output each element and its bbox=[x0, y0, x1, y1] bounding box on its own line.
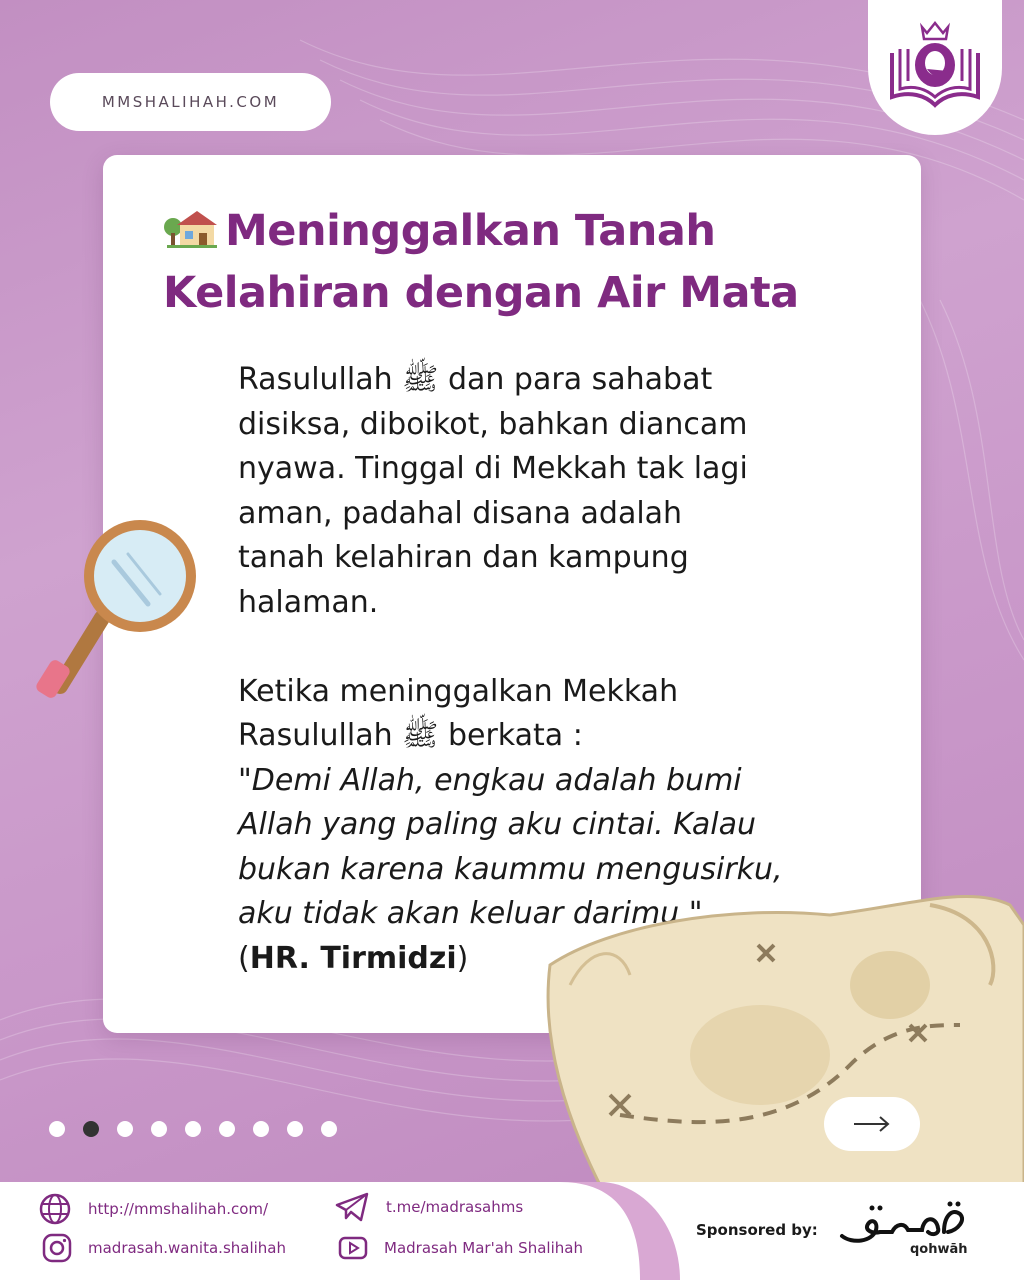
pagination-dot[interactable] bbox=[219, 1121, 235, 1137]
magnifier-illustration-icon bbox=[30, 508, 200, 718]
paragraph-2-line: Rasulullah ﷺ berkata : bbox=[238, 718, 583, 753]
hadith-quote-line: bukan karena kaummu mengusirku, bbox=[238, 851, 783, 887]
title-line-1: Meninggalkan Tanah bbox=[225, 206, 716, 256]
article-title bbox=[163, 200, 863, 324]
hadith-quote-line: Allah yang paling aku cintai. Kalau bbox=[238, 807, 756, 842]
sponsor-brand-latin: qohwāh bbox=[910, 1242, 968, 1257]
paragraph-1-line: halaman. bbox=[238, 584, 379, 620]
treasure-map-illustration-icon bbox=[530, 885, 1024, 1185]
source-close-paren: ) bbox=[456, 940, 469, 976]
telegram-text: t.me/madrasahms bbox=[386, 1198, 524, 1216]
paragraph-spacer bbox=[238, 625, 828, 670]
pagination-dot[interactable] bbox=[253, 1121, 269, 1137]
pagination-dot[interactable] bbox=[287, 1121, 303, 1137]
source-name: HR. Tirmidzi bbox=[249, 940, 457, 976]
pagination-dots bbox=[49, 1121, 337, 1137]
paragraph-1-line: Rasulullah ﷺ dan para sahabat bbox=[238, 362, 713, 397]
next-slide-button[interactable] bbox=[824, 1097, 920, 1151]
footer-website-link[interactable] bbox=[38, 1192, 268, 1226]
site-url-pill[interactable] bbox=[50, 73, 331, 131]
qohwah-logo-icon bbox=[832, 1196, 982, 1248]
brand-logo[interactable] bbox=[868, 0, 1002, 135]
sponsor-label: Sponsored by: bbox=[696, 1221, 818, 1239]
instagram-icon bbox=[42, 1233, 72, 1263]
book-crown-logo-icon bbox=[880, 13, 990, 113]
house-icon bbox=[163, 207, 219, 249]
pagination-dot[interactable] bbox=[151, 1121, 167, 1137]
globe-icon bbox=[38, 1192, 72, 1226]
youtube-text: Madrasah Mar'ah Shalihah bbox=[384, 1239, 583, 1257]
telegram-icon bbox=[334, 1191, 370, 1223]
source-open-paren: ( bbox=[238, 940, 250, 976]
pagination-dot[interactable] bbox=[185, 1121, 201, 1137]
youtube-icon bbox=[338, 1236, 368, 1260]
arrow-right-icon bbox=[852, 1114, 892, 1134]
site-url-label: MMSHALIHAH.COM bbox=[101, 93, 280, 111]
pagination-dot[interactable] bbox=[321, 1121, 337, 1137]
paragraph-1-line: aman, padahal disana adalah bbox=[238, 495, 683, 531]
hadith-quote-line: aku tidak akan keluar darimu." bbox=[238, 896, 703, 931]
instagram-text: madrasah.wanita.shalihah bbox=[88, 1239, 286, 1257]
website-text: http://mmshalihah.com/ bbox=[88, 1200, 269, 1218]
footer-instagram-link[interactable] bbox=[42, 1233, 286, 1263]
paragraph-1-line: nyawa. Tinggal di Mekkah tak lagi bbox=[238, 451, 748, 486]
paragraph-1-line: disiksa, diboikot, bahkan diancam bbox=[238, 406, 748, 442]
pagination-dot-active[interactable] bbox=[83, 1121, 99, 1137]
footer-telegram-link[interactable] bbox=[334, 1191, 523, 1223]
sponsor-logo[interactable] bbox=[832, 1196, 982, 1266]
pagination-dot[interactable] bbox=[49, 1121, 65, 1137]
footer-youtube-link[interactable] bbox=[338, 1236, 583, 1260]
pagination-dot[interactable] bbox=[117, 1121, 133, 1137]
hadith-quote-line: "Demi Allah, engkau adalah bumi bbox=[238, 762, 742, 798]
paragraph-2-line: Ketika meninggalkan Mekkah bbox=[238, 673, 679, 709]
title-line-2: Kelahiran dengan Air Mata bbox=[163, 268, 799, 318]
paragraph-1-line: tanah kelahiran dan kampung bbox=[238, 540, 689, 575]
